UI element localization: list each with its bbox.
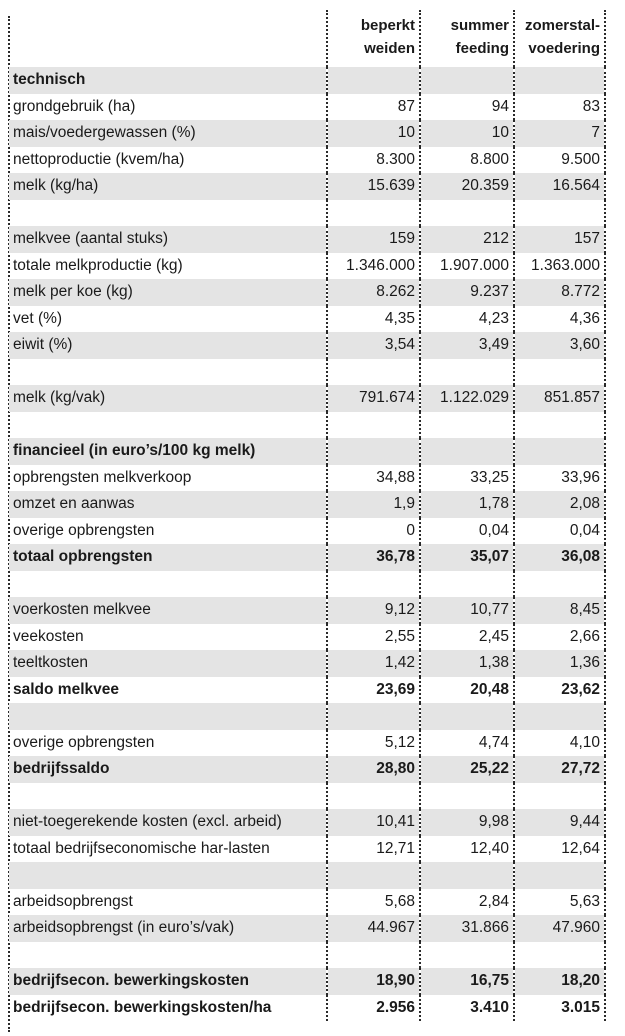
header-label-cell	[9, 10, 327, 67]
row-label: arbeidsopbrengst	[9, 889, 327, 916]
value-beperkt-weiden: 87	[327, 94, 420, 121]
value-beperkt-weiden: 3,54	[327, 332, 420, 359]
value-beperkt-weiden: 15.639	[327, 173, 420, 200]
row-label: overige opbrengsten	[9, 518, 327, 545]
value-zomerstalvoedering	[514, 412, 605, 439]
value-zomerstalvoedering	[514, 67, 605, 94]
value-beperkt-weiden: 0	[327, 518, 420, 545]
row-label: voerkosten melkvee	[9, 597, 327, 624]
value-summer-feeding: 12,40	[420, 836, 514, 863]
row-label: overige opbrengsten	[9, 730, 327, 757]
value-summer-feeding: 10,77	[420, 597, 514, 624]
value-zomerstalvoedering: 16.564	[514, 173, 605, 200]
value-summer-feeding: 10	[420, 120, 514, 147]
value-summer-feeding: 1.907.000	[420, 253, 514, 280]
value-summer-feeding	[420, 412, 514, 439]
row-label: mais/voedergewassen (%)	[9, 120, 327, 147]
table-row	[9, 359, 605, 386]
column-header-beperkt-weiden: beperkt weiden	[327, 10, 420, 67]
value-summer-feeding	[420, 67, 514, 94]
value-zomerstalvoedering: 27,72	[514, 756, 605, 783]
row-label	[9, 703, 327, 730]
value-summer-feeding: 3.410	[420, 995, 514, 1022]
row-label: vet (%)	[9, 306, 327, 333]
row-label: melk per koe (kg)	[9, 279, 327, 306]
value-summer-feeding: 35,07	[420, 544, 514, 571]
row-label: omzet en aanwas	[9, 491, 327, 518]
value-beperkt-weiden: 1.346.000	[327, 253, 420, 280]
row-label	[9, 359, 327, 386]
value-summer-feeding: 1,38	[420, 650, 514, 677]
value-beperkt-weiden: 12,71	[327, 836, 420, 863]
value-beperkt-weiden: 9,12	[327, 597, 420, 624]
value-summer-feeding	[420, 359, 514, 386]
table-row	[9, 518, 605, 545]
table-row	[9, 226, 605, 253]
value-summer-feeding: 25,22	[420, 756, 514, 783]
value-zomerstalvoedering: 3,60	[514, 332, 605, 359]
value-zomerstalvoedering	[514, 703, 605, 730]
row-label: opbrengsten melkverkoop	[9, 465, 327, 492]
table-row	[9, 703, 605, 730]
value-summer-feeding: 3,49	[420, 332, 514, 359]
table-row	[9, 67, 605, 94]
value-beperkt-weiden	[327, 412, 420, 439]
value-summer-feeding: 31.866	[420, 915, 514, 942]
table-row	[9, 465, 605, 492]
value-beperkt-weiden: 23,69	[327, 677, 420, 704]
value-zomerstalvoedering: 1,36	[514, 650, 605, 677]
value-zomerstalvoedering: 7	[514, 120, 605, 147]
value-beperkt-weiden: 4,35	[327, 306, 420, 333]
value-beperkt-weiden: 28,80	[327, 756, 420, 783]
value-summer-feeding: 8.800	[420, 147, 514, 174]
table-row	[9, 147, 605, 174]
value-zomerstalvoedering: 12,64	[514, 836, 605, 863]
value-zomerstalvoedering	[514, 783, 605, 810]
row-label: bedrijfssaldo	[9, 756, 327, 783]
value-beperkt-weiden: 34,88	[327, 465, 420, 492]
value-zomerstalvoedering: 23,62	[514, 677, 605, 704]
row-label	[9, 942, 327, 969]
row-label	[9, 862, 327, 889]
row-label: totale melkproductie (kg)	[9, 253, 327, 280]
value-zomerstalvoedering: 0,04	[514, 518, 605, 545]
table-row	[9, 385, 605, 412]
value-beperkt-weiden: 1,9	[327, 491, 420, 518]
value-beperkt-weiden: 2,55	[327, 624, 420, 651]
value-beperkt-weiden: 8.300	[327, 147, 420, 174]
value-summer-feeding: 4,23	[420, 306, 514, 333]
row-label: niet-toegerekende kosten (excl. arbeid)	[9, 809, 327, 836]
value-beperkt-weiden	[327, 200, 420, 227]
value-zomerstalvoedering: 2,08	[514, 491, 605, 518]
table-row	[9, 836, 605, 863]
table-row	[9, 571, 605, 598]
table-row	[9, 438, 605, 465]
table-row	[9, 756, 605, 783]
value-zomerstalvoedering: 157	[514, 226, 605, 253]
value-summer-feeding	[420, 942, 514, 969]
value-summer-feeding: 20,48	[420, 677, 514, 704]
value-summer-feeding: 94	[420, 94, 514, 121]
column-header-zomerstalvoedering: zomerstal- voedering	[514, 10, 605, 67]
value-zomerstalvoedering: 4,36	[514, 306, 605, 333]
value-zomerstalvoedering: 2,66	[514, 624, 605, 651]
value-summer-feeding	[420, 571, 514, 598]
row-label	[9, 412, 327, 439]
table-row	[9, 120, 605, 147]
table-row	[9, 809, 605, 836]
value-summer-feeding: 16,75	[420, 968, 514, 995]
value-zomerstalvoedering: 8,45	[514, 597, 605, 624]
table-row	[9, 862, 605, 889]
comparison-table	[9, 10, 606, 1021]
value-summer-feeding: 1,78	[420, 491, 514, 518]
row-label: bedrijfsecon. bewerkingskosten	[9, 968, 327, 995]
row-label: technisch	[9, 67, 327, 94]
value-beperkt-weiden: 10,41	[327, 809, 420, 836]
value-beperkt-weiden: 5,12	[327, 730, 420, 757]
value-summer-feeding	[420, 703, 514, 730]
value-zomerstalvoedering: 4,10	[514, 730, 605, 757]
row-label: totaal opbrengsten	[9, 544, 327, 571]
value-zomerstalvoedering	[514, 200, 605, 227]
table-row	[9, 94, 605, 121]
value-summer-feeding: 4,74	[420, 730, 514, 757]
row-label: melkvee (aantal stuks)	[9, 226, 327, 253]
table-row	[9, 279, 605, 306]
value-summer-feeding	[420, 783, 514, 810]
value-zomerstalvoedering: 83	[514, 94, 605, 121]
value-summer-feeding: 9,98	[420, 809, 514, 836]
row-label: financieel (in euro’s/100 kg melk)	[9, 438, 327, 465]
value-zomerstalvoedering: 9,44	[514, 809, 605, 836]
value-beperkt-weiden	[327, 783, 420, 810]
table-row	[9, 677, 605, 704]
value-zomerstalvoedering: 5,63	[514, 889, 605, 916]
row-label: saldo melkvee	[9, 677, 327, 704]
value-summer-feeding	[420, 862, 514, 889]
row-label	[9, 571, 327, 598]
table-row	[9, 624, 605, 651]
table-row	[9, 491, 605, 518]
row-label: teeltkosten	[9, 650, 327, 677]
value-zomerstalvoedering: 36,08	[514, 544, 605, 571]
value-beperkt-weiden: 44.967	[327, 915, 420, 942]
value-beperkt-weiden: 10	[327, 120, 420, 147]
value-beperkt-weiden	[327, 438, 420, 465]
table-row	[9, 253, 605, 280]
row-label: arbeidsopbrengst (in euro’s/vak)	[9, 915, 327, 942]
value-summer-feeding: 1.122.029	[420, 385, 514, 412]
table-row	[9, 995, 605, 1022]
value-beperkt-weiden	[327, 359, 420, 386]
value-beperkt-weiden: 8.262	[327, 279, 420, 306]
value-beperkt-weiden	[327, 862, 420, 889]
row-label: veekosten	[9, 624, 327, 651]
table-row	[9, 412, 605, 439]
value-zomerstalvoedering	[514, 862, 605, 889]
table-row	[9, 889, 605, 916]
value-beperkt-weiden	[327, 942, 420, 969]
value-zomerstalvoedering	[514, 438, 605, 465]
value-summer-feeding: 2,45	[420, 624, 514, 651]
value-summer-feeding: 20.359	[420, 173, 514, 200]
value-summer-feeding: 2,84	[420, 889, 514, 916]
row-label: totaal bedrijfseconomische har-lasten	[9, 836, 327, 863]
value-summer-feeding	[420, 438, 514, 465]
value-zomerstalvoedering: 47.960	[514, 915, 605, 942]
table-row	[9, 173, 605, 200]
table-row	[9, 730, 605, 757]
header-row	[9, 10, 605, 67]
table-row	[9, 306, 605, 333]
value-zomerstalvoedering: 9.500	[514, 147, 605, 174]
row-label	[9, 783, 327, 810]
row-label: grondgebruik (ha)	[9, 94, 327, 121]
value-zomerstalvoedering: 851.857	[514, 385, 605, 412]
row-label: melk (kg/vak)	[9, 385, 327, 412]
value-summer-feeding: 212	[420, 226, 514, 253]
value-zomerstalvoedering: 33,96	[514, 465, 605, 492]
value-beperkt-weiden: 5,68	[327, 889, 420, 916]
table-row	[9, 200, 605, 227]
value-beperkt-weiden: 791.674	[327, 385, 420, 412]
table-row	[9, 650, 605, 677]
value-summer-feeding	[420, 200, 514, 227]
value-zomerstalvoedering: 8.772	[514, 279, 605, 306]
row-label: eiwit (%)	[9, 332, 327, 359]
value-beperkt-weiden: 36,78	[327, 544, 420, 571]
table-row	[9, 332, 605, 359]
value-summer-feeding: 0,04	[420, 518, 514, 545]
table-row	[9, 915, 605, 942]
value-beperkt-weiden: 18,90	[327, 968, 420, 995]
value-zomerstalvoedering	[514, 359, 605, 386]
table-row	[9, 597, 605, 624]
value-zomerstalvoedering	[514, 571, 605, 598]
row-label: nettoproductie (kvem/ha)	[9, 147, 327, 174]
value-summer-feeding: 33,25	[420, 465, 514, 492]
value-beperkt-weiden	[327, 67, 420, 94]
row-label	[9, 200, 327, 227]
value-zomerstalvoedering	[514, 942, 605, 969]
table-row	[9, 783, 605, 810]
value-beperkt-weiden: 1,42	[327, 650, 420, 677]
value-summer-feeding: 9.237	[420, 279, 514, 306]
value-beperkt-weiden	[327, 571, 420, 598]
value-zomerstalvoedering: 1.363.000	[514, 253, 605, 280]
table-row	[9, 942, 605, 969]
row-label: melk (kg/ha)	[9, 173, 327, 200]
value-zomerstalvoedering: 3.015	[514, 995, 605, 1022]
table-body	[9, 67, 605, 1021]
value-beperkt-weiden: 2.956	[327, 995, 420, 1022]
table-row	[9, 968, 605, 995]
column-header-summer-feeding: summer feeding	[420, 10, 514, 67]
row-label: bedrijfsecon. bewerkingskosten/ha	[9, 995, 327, 1022]
value-beperkt-weiden	[327, 703, 420, 730]
table-row	[9, 544, 605, 571]
value-zomerstalvoedering: 18,20	[514, 968, 605, 995]
value-beperkt-weiden: 159	[327, 226, 420, 253]
